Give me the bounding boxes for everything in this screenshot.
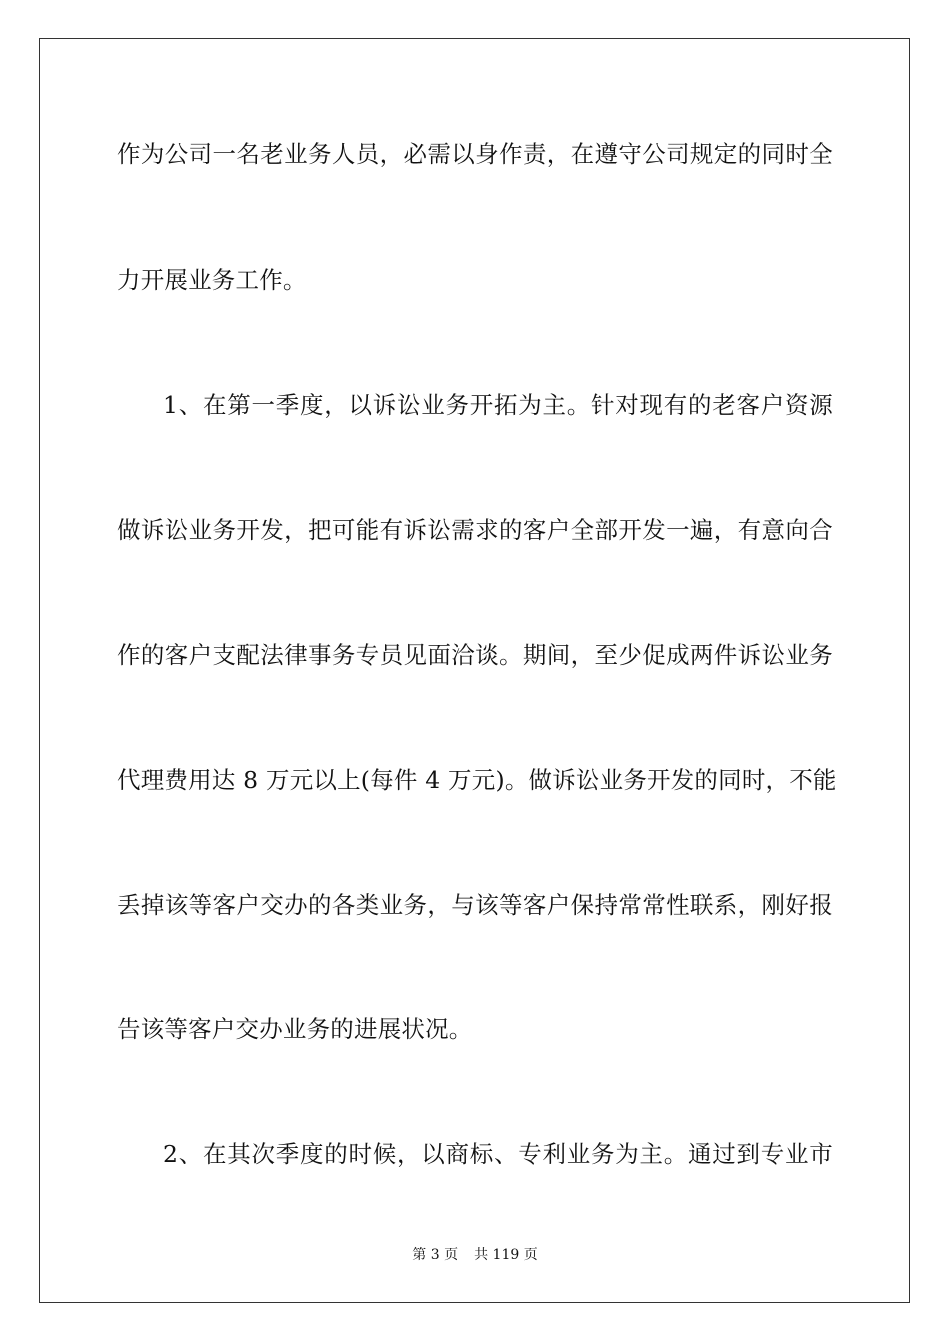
text-line-2: 力开展业务工作。 [117, 266, 307, 294]
text-line-1: 作为公司一名老业务人员，必需以身作责，在遵守公司规定的同时全 [117, 140, 833, 168]
text-line-7: 丢掉该等客户交办的各类业务，与该等客户保持常常性联系，刚好报 [117, 891, 833, 919]
text-line-3: 1、在第一季度，以诉讼业务开拓为主。针对现有的老客户资源 [163, 391, 833, 419]
text-line-5: 作的客户支配法律事务专员见面洽谈。期间，至少促成两件诉讼业务 [117, 641, 833, 669]
text-line-9: 2、在其次季度的时候，以商标、专利业务为主。通过到专业市 [163, 1140, 833, 1168]
page-number: 第 3 页 [412, 1247, 459, 1263]
page-border [39, 38, 910, 1303]
text-line-4: 做诉讼业务开发，把可能有诉讼需求的客户全部开发一遍，有意向合 [117, 516, 833, 544]
text-line-6: 代理费用达 8 万元以上(每件 4 万元)。做诉讼业务开发的同时，不能 [117, 766, 837, 794]
page-footer [0, 1246, 950, 1264]
text-line-8: 告该等客户交办业务的进展状况。 [117, 1015, 473, 1043]
total-pages: 共 119 页 [474, 1247, 538, 1263]
